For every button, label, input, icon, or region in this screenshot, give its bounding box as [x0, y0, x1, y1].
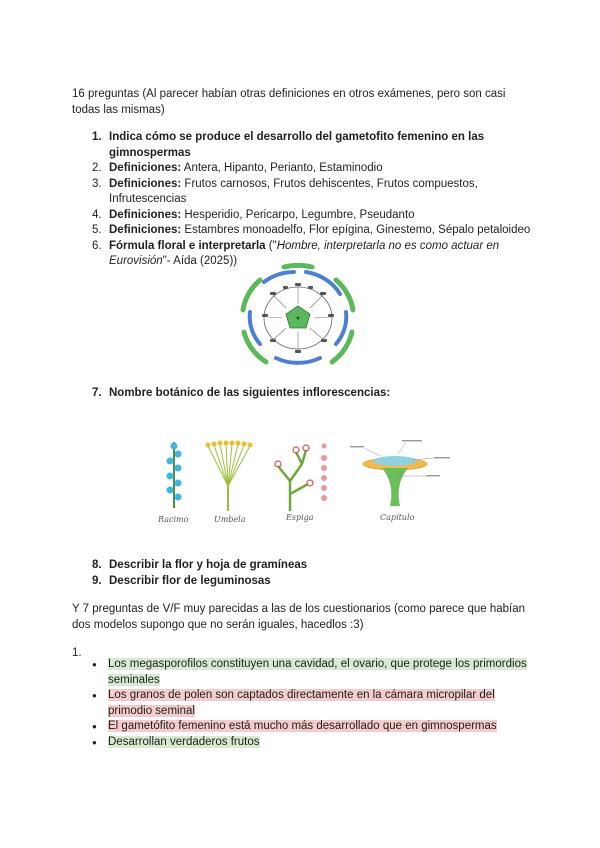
floral-diagram [236, 262, 360, 374]
question-item: 8. Describir la flor y hoja de gramíneas [92, 559, 308, 571]
vf-intro-text: Y 7 preguntas de V/F muy parecidas a las de los cuestionarios (como parece que habían dos modelos supongo que no serán iguales, hacedlos :3) [72, 603, 526, 631]
question-bold: Definiciones: [109, 208, 182, 221]
question-bold: Describir la flor y hoja de gramíneas [109, 559, 308, 571]
inflorescence-label: Capítulo [380, 513, 415, 522]
inflorescence-label: Racimo [158, 515, 189, 524]
statement-list [92, 657, 532, 750]
statement-true: Desarrollan verdaderos frutos [108, 735, 260, 748]
question-rest: Frutos carnosos, Frutos dehiscentes, Frutos compuestos, Infrutescencias [109, 177, 478, 205]
question-rest: Antera, Hipanto, Perianto, Estaminodio [181, 162, 383, 174]
question-item: 9. Describir flor de leguminosas [92, 574, 271, 587]
question-bold: Describir flor de leguminosas [109, 574, 271, 587]
question-list-8-9 [92, 558, 307, 589]
statement-item [92, 735, 532, 751]
statement-false: El gametófito femenino está mucho más desarrollado que en gimnospermas [108, 720, 497, 732]
intro-text: 16 preguntas (Al parecer habían otras definiciones en otros exámenes, pero son casi todas las mismas) [72, 88, 506, 116]
question-rest: Estambres monoadelfo, Flor epígina, Ginestemo, Sépalo petaloideo [181, 224, 531, 236]
question-bold: Indica cómo se produce el desarrollo del gametofito femenino en las gimnospermas [109, 131, 485, 159]
question-item: 4. Definiciones: Hesperidio, Pericarpo, Legumbre, Pseudanto [92, 208, 415, 221]
espiga-drawing [275, 444, 327, 512]
question-bold: Definiciones: [109, 224, 182, 236]
capitulo-drawing [350, 440, 450, 506]
question-bold: Definiciones: [109, 177, 182, 190]
question-item: 3. Definiciones: Frutos carnosos, Frutos dehiscentes, Frutos compuestos, Infrutescencias [92, 177, 478, 205]
question-item: 5. Definiciones: Estambres monoadelfo, Flor epígina, Ginestemo, Sépalo petaloideo [92, 224, 531, 236]
question-list [92, 130, 532, 270]
statement-false: Los granos de polen son captados directamente en la cámara micropilar del primodio seminal [108, 689, 495, 717]
inflorescence-label: Espiga [286, 513, 314, 522]
question-item: 6. Fórmula floral e interpretarla ("Hombre, interpretarla no es como actuar en Eurovisión"- Aída (2025)) [92, 239, 500, 267]
question-bold: Nombre botánico de las siguientes inflorescencias: [109, 387, 391, 399]
umbela-drawing [208, 444, 250, 511]
question-bold: Fórmula floral e interpretarla [109, 239, 266, 252]
statement-item [92, 657, 532, 688]
inflorescence-label: Umbela [214, 515, 246, 524]
question-rest: Hesperidio, Pericarpo, Legumbre, Pseudanto [181, 208, 415, 221]
question-bold: Definiciones: [109, 162, 182, 174]
aida-quote: Hombre, interpretarla no es como actuar en Eurovisión [109, 239, 500, 267]
statement-true: Los megasporofilos constituyen una cavidad, el ovario, que protege los primordios seminales [108, 658, 527, 686]
racemo-drawing [167, 442, 182, 508]
question-item: 2. Definiciones: Antera, Hipanto, Perianto, Estaminodio [92, 162, 383, 174]
statement-item [92, 719, 532, 735]
inflorescence-illustrations [150, 436, 470, 526]
statement-item [92, 688, 532, 719]
question-item: 1. Indica cómo se produce el desarrollo del gametofito femenino en las gimnospermas [92, 131, 485, 159]
sub-question-number: 1. [72, 647, 82, 659]
question-item-7: 7. Nombre botánico de las siguientes inflorescencias: [92, 387, 391, 399]
